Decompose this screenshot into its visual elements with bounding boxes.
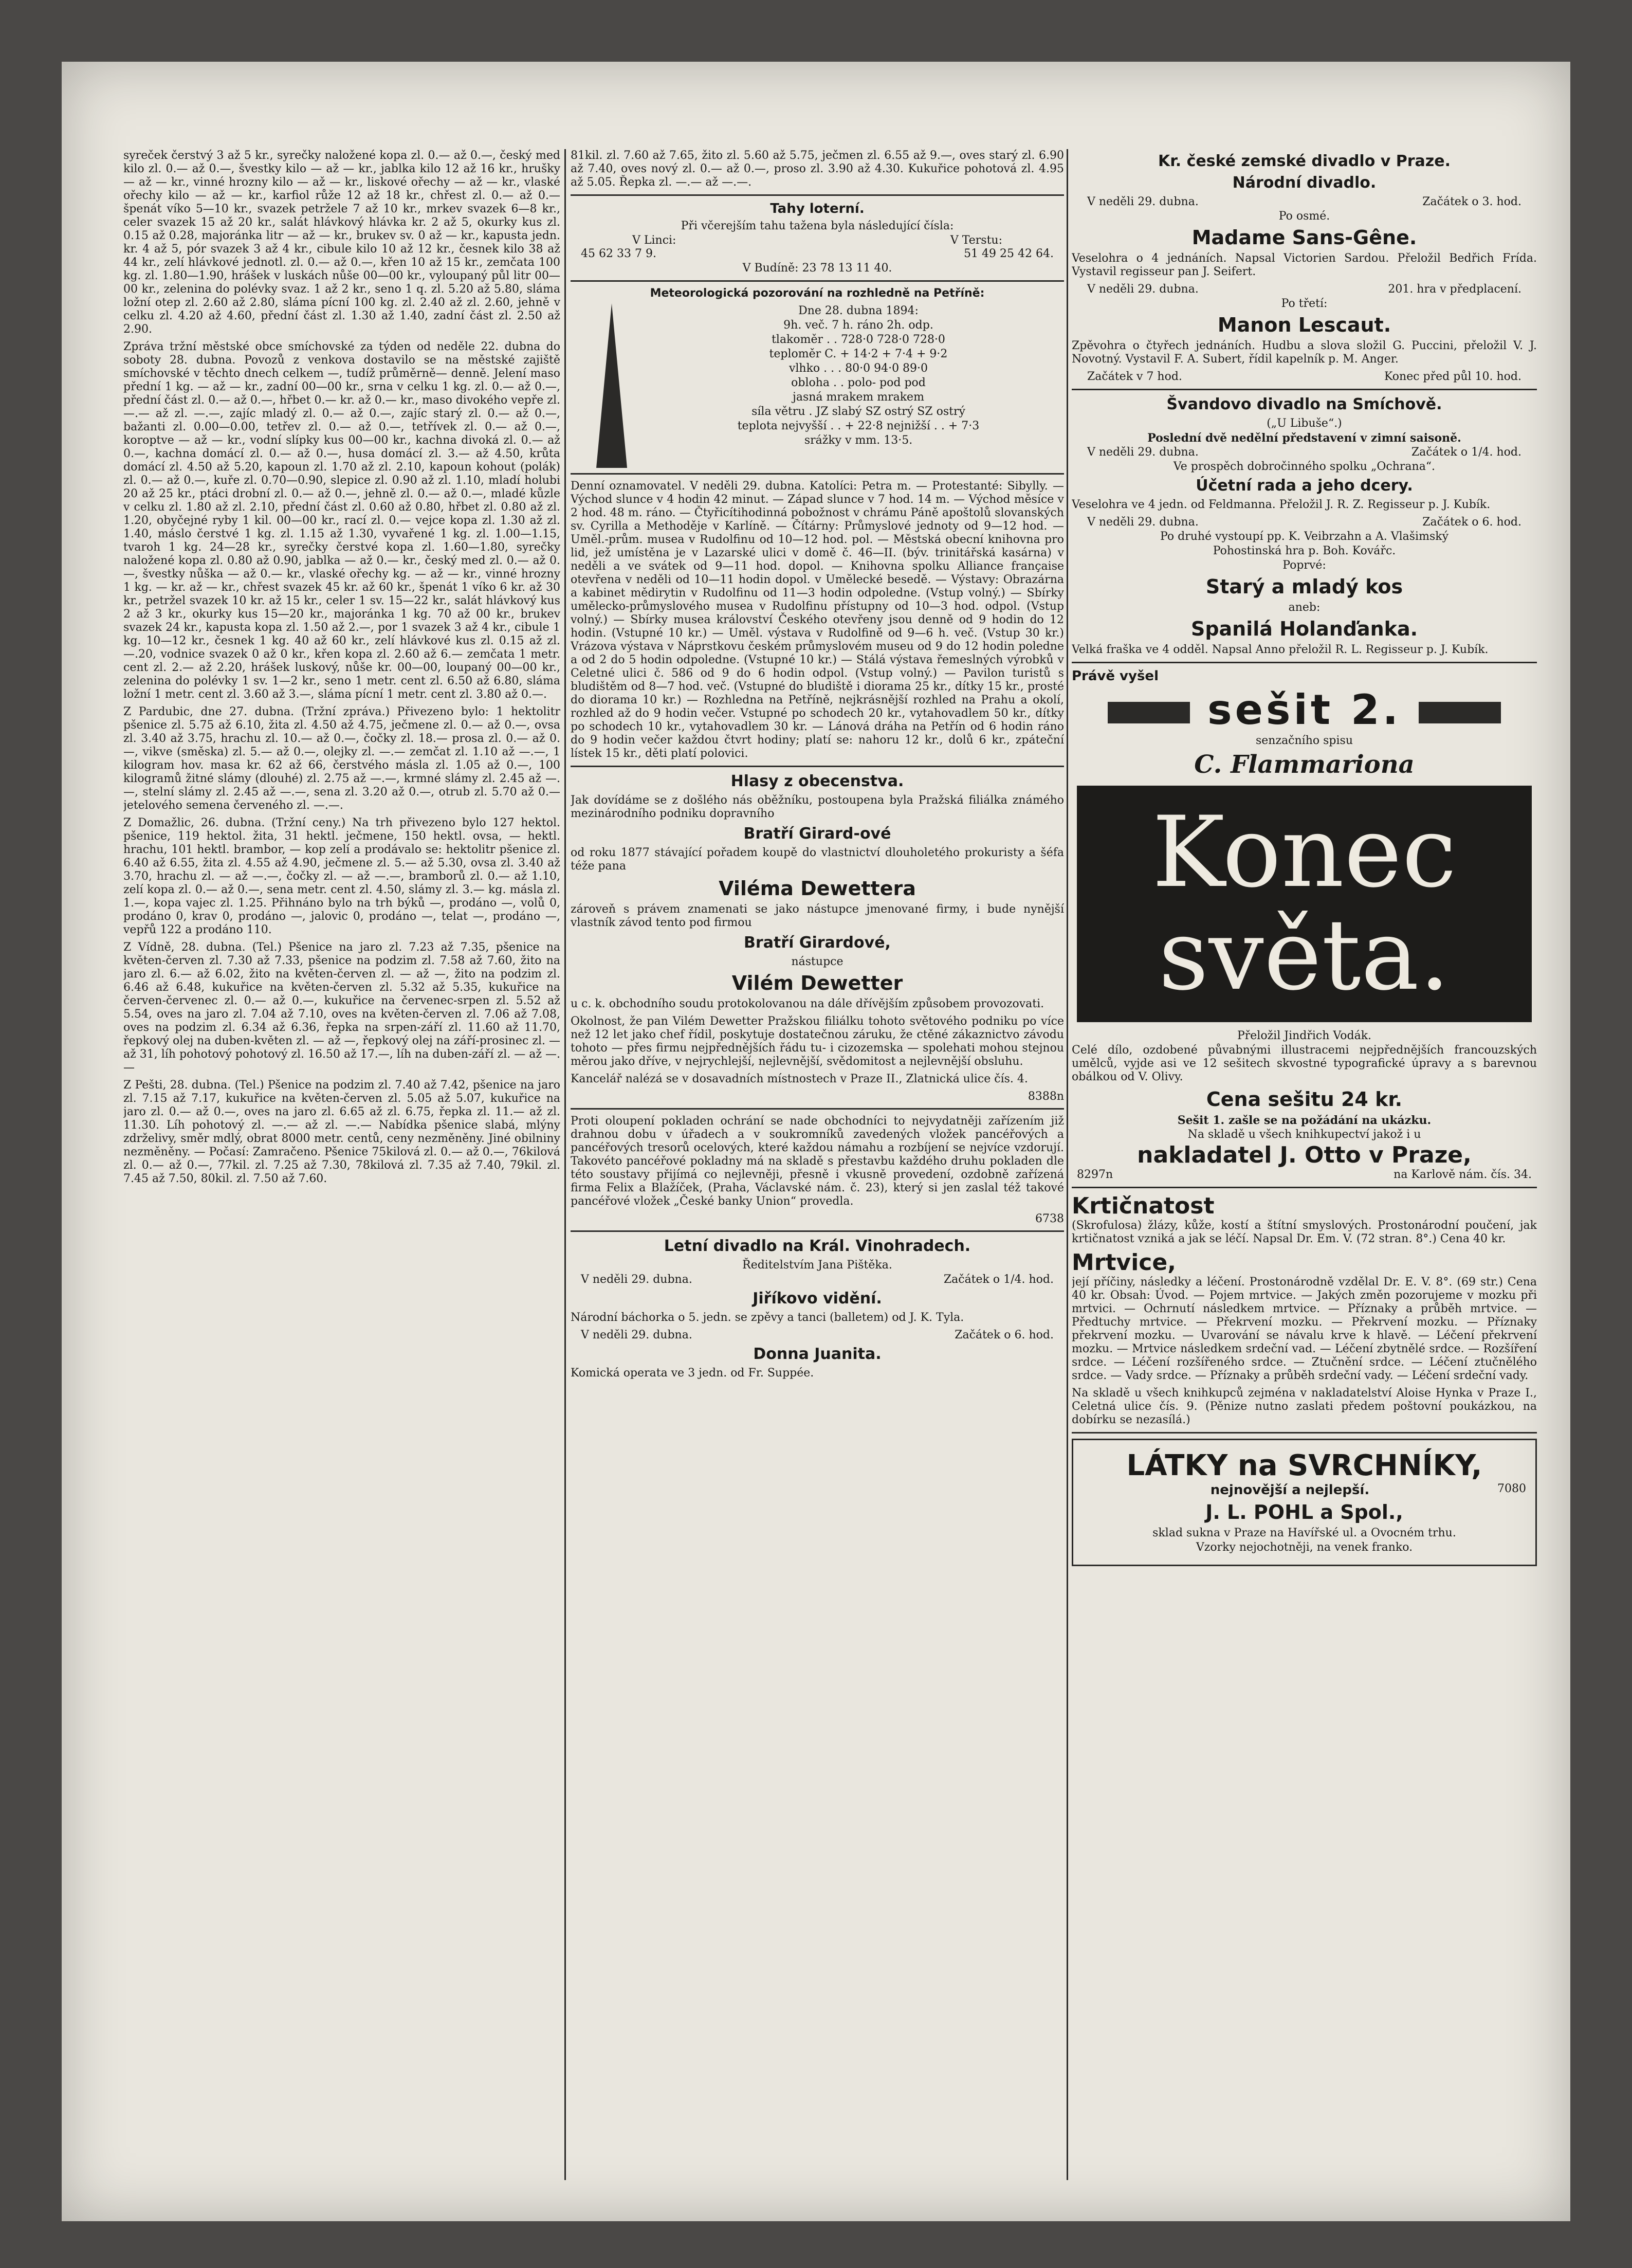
- safe-ad-text: Proti oloupení pokladen ochrání se nade obchodníci to nejvydatněji zařízením již drahnou dobu v úřadech a v soukromníků zavedených vložek pancéřových a pancéřových tresorů ocelových, které každou námahu a rozbíjení se nejvíce vzdorují. Takovéto pancéřové pokladny má na skladě s přestavbu každého druhu pokladen dle této soustavy přijímá co nejlevněji, přesně i vkusně provedení, ozdobně zařízená firma Felix a Blažíček, (Praha, Václavské nám. č. 23), který si jen zaslal též takové pancéřové vložek „České banky Union“ provedla.: [571, 1115, 1064, 1208]
- separator: [571, 1230, 1064, 1232]
- public-voices-title: Hlasy z obecenstva.: [730, 772, 904, 790]
- lottery-title: Tahy loterní.: [770, 201, 865, 216]
- fabric-title: LÁTKY na SVRCHNÍKY,: [1126, 1449, 1482, 1482]
- separator: [571, 280, 1064, 282]
- market-paragraph: syreček čerstvý 3 až 5 kr., syrečky naložené kopa zl. 0.— až 0.—, český med kilo zl. 0.— až 0.—, švestky kilo — až — kr., jablka kilo 12 až 16 kr., hrušky — až — kr., vinné hrozny kilo — až — kr., liskové ořechy — až — kr., vlaské ořechy kilo — až — kr., karfiol růže 12 až 18 kr., chřest zl. 0.— až 0.— špenát víko 5—10 kr., svazek petržele 7 až 10 kr., mrkev svazek 6—8 kr., celer svazek 15 až 20 kr., salát hlávkový hlávka kr. 2 až 5, okurky kus zl. 0.15 až 0.28, majoránka litr — až — kr., brukev sv. 0 až — kr., kapusta jedn. kr. 4 až 5, pór svazek 3 až 4 kr., cibule kilo 10 až 12 kr., česnek kilo 38 až 44 kr., zelí hlávkové jednotl. zl. 0.— až 0.—, křen 10 až 15 kr., zemčata 100 kg. zl. 1.80—1.90, hrášek v luskách nůše 00—00 kr., vyloupaný půl litr 00—00 kr., zelenina do polévky svaz. 1 až 2 kr., seno 1 q. zl. 5.20 až 5.80, sláma ložní otep zl. 2.60 až 2.80, sláma pícní 100 kg. zl. 2.40 až zl. 2.60, jehně v celku zl. 4.20 až 4.60, přední část zl. 1.30 až 1.40, zadní část zl. 2.50 až 2.90.: [123, 149, 560, 336]
- play-title: Jiříkovo vidění.: [753, 1290, 882, 1308]
- market-paragraph: Z Pešti, 28. dubna. (Tel.) Pšenice na podzim zl. 7.40 až 7.42, pšenice na jaro zl. 7.15 až 7.17, kukuřice na květen-červen zl. 5.05 až 5.07, kukuřice na jaro zl. 0.— až 0.—, oves na jaro zl. 6.65 až zl. 6.75, řepka zl. 11.— až zl. 11.30. Líh pohotový zl. —.— až zl. —.— Nabídka pšenice slabá, mlýny zdrželivy, směr mdlý, obrat 8000 metr. centů, ceny nezměněny. Jiné obilniny nezměněny. — Počasí: Zamračeno. Pšenice 75kilová zl. 0.— až 0.—, 76kilová zl. 0.— až 0.—, 77kil. zl. 7.25 až 7.30, 78kilová zl. 7.35 až 7.40, 79kil. zl. 7.45 až 7.50, 80kil. zl. 7.50 až 7.60.: [123, 1079, 560, 1185]
- meteo-header: 9h. več. 7 h. ráno 2h. odp.: [783, 319, 933, 332]
- column-theatre-ads: [1072, 149, 1537, 2180]
- show-time: Začátek o 6. hod.: [1422, 516, 1521, 529]
- guest-note: Po druhé vystoupí pp. K. Veibrzahn a A. Vlašimský: [1160, 530, 1448, 543]
- meteo-row: vlhko . . . 80·0 94·0 89·0: [789, 362, 928, 375]
- meteo-row: teploměr C. + 14·2 + 7·4 + 9·2: [769, 348, 948, 360]
- market-paragraph: Z Pardubic, dne 27. dubna. (Tržní zpráva.) Přivezeno bylo: 1 hektolitr pšenice zl. 5.75 až 6.10, žita zl. 4.50 až 4.75, ječmene zl. 0.— až 0.—, ovsa zl. 3.40 až 3.75, hrachu zl. 10.— až 0.—, čočky zl. 18.— prosa zl. 0.— až 0.—, vikve (směska) zl. 5.— až 0.—, olejky zl. —.— zemčat zl. 1.10 až —.—, 1 kilogram hov. masa kr. 62 až 66, čerstvého másla zl. 1.05 až 0.—, 100 kilogramů žitné slámy (dlouhé) zl. 2.75 až —.—, krmné slámy zl. 2.45 až —.—, stelní slámy zl. 2.45 až —.—, sena zl. 3.20 až 0.—, otrub zl. 5.70 až 0.— jetelového semena červeného zl. —.—.: [123, 705, 560, 812]
- publisher-name: nakladatel J. Otto v Praze,: [1137, 1142, 1472, 1168]
- stroke-title: Mrtvice,: [1072, 1249, 1176, 1276]
- pohl-firm: J. L. POHL a Spol.,: [1205, 1501, 1403, 1523]
- petrin-tower-icon: [571, 303, 653, 468]
- meteo-row: tlakoměr . . 728·0 728·0 728·0: [772, 333, 945, 346]
- column-rule: [1067, 149, 1068, 2180]
- meteo-row: teplota nejvyšší . . + 22·8 nejnižší . . + 7·3: [737, 420, 980, 432]
- show-time: Začátek v 7 hod.: [1087, 370, 1182, 383]
- meteo-title: Meteorologická pozorování na rozhledně na Petříně:: [650, 287, 985, 300]
- theatre-heading: Kr. české zemské divadlo v Praze.: [1158, 152, 1451, 170]
- show-time: Začátek o 6. hod.: [955, 1329, 1054, 1341]
- performance-count: Po osmé.: [1278, 210, 1330, 223]
- separator: [571, 1108, 1064, 1110]
- issue-title: [1072, 687, 1537, 733]
- public-voices-text: od roku 1877 stávající pořadem koupě do vlastnictví dlouholetého prokuristy a šéfa téže pana: [571, 846, 1064, 873]
- issue-label: sešit 2.: [1207, 686, 1402, 734]
- public-voices-text: Jak dovídáme se z došlého nás oběžníku, postoupena byla Pražská filiálka známého mezinárodního podniku dopravního: [571, 794, 1064, 820]
- just-published-label: Právě vyšel: [1072, 668, 1159, 684]
- girard-name: Bratří Girard-ové: [743, 825, 891, 843]
- book-title-line: Konec: [1152, 795, 1457, 909]
- lottery-numbers-buda: V Budíně: 23 78 13 11 40.: [742, 262, 892, 275]
- meteo-row: jasná mrakem mrakem: [793, 391, 924, 404]
- show-time: Začátek o 1/4. hod.: [1411, 446, 1521, 459]
- svanda-subtitle: („U Libuše“.): [1267, 417, 1342, 430]
- price-label: Cena sešitu 24 kr.: [1206, 1088, 1403, 1111]
- hynek-stock-note: Na skladě u všech knihkupců zejména v nakladatelství Aloise Hynka v Praze I., Celetná ulice čís. 9. (Pěnize nutno zaslati předem poštovní poukázkou, na dobírku se nezasílá.): [1072, 1387, 1537, 1426]
- public-voices-text: Kancelář nalézá se v dosavadních místnostech v Praze II., Zlatnická ulice čís. 4.: [571, 1073, 1028, 1085]
- national-theatre-title: Národní divadlo.: [1232, 174, 1377, 192]
- play-description: Veselohra o 4 jednáních. Napsal Victorien Sardou. Přeložil Bedřich Frída. Vystavil regisseur pan J. Seifert.: [1072, 252, 1537, 278]
- public-voices-text: u c. k. obchodního soudu protokolovanou na dále dřívějším způsobem provozovati.: [571, 997, 1044, 1010]
- market-paragraph: Zpráva tržní městské obce smíchovské za týden od neděle 22. dubna do soboty 28. dubna. Povozů z venkova dostavilo se na městské zajiště smíchovské v těchto dnech celkem —, tudíž průměrně— denně. Jelení maso přední 1 kg. — až — kr., zadní 00—00 kr., srna v celku 1 kg. zl. 0.— až 0.—, přední část zl. 0.— až 0.—, hřbet 0.— kr. až 0.— kr., maso divokého vepře zl. —.— až zl. —.—, zajíc mladý zl. 0.— až 0.—, zajíc starý zl. 0.— až 0.—, bažanti zl. 0.00—0.00, tetřev zl. 0.— až 0.—, tetřívek zl. 0.— až 0.—, koroptve — až — kr., vodní slípky kus 00—00 kr., kachna divoká zl. 0.— až 0.—, kachna domácí zl. 0.— až 0.—, husa domácí zl. 3.— až 4.50, krůta domácí zl. 4.50 až 5.20, kapoun zl. 1.70 až zl. 2.10, kapoun kohout (polák) zl. 0.— až 0.—, kuře zl. 0.70—0.90, slepice zl. 0.90 až zl. 1.10, mladí holubi 20 až 25 kr., ptáci drobní zl. 0.— až 0.—, jehně zl. 0.— až 0.—, mladé kůzle v celku zl. 1.80 až zl. 2.10, přední část zl. 0.60 až 0.80, hřbet zl. 0.80 až zl. 1.20, obyčejné ryby 1 kil. 00—00 kr., rací zl. 0.— vejce kopa zl. 1.30 až zl. 1.40, máslo čerstvé 1 kg. zl. 1.15 až 1.30, vyvařené 1 kg. zl. 1.00—1.15, tvaroh 1 kg. 24—28 kr., syrečky čerstvé kopa zl. 1.60—1.80, syrečky naložené kopa zl. 0.80 až 0.90, jablka — až 0.— kr., český med zl. 0.— až 0.—, švestky nůška — až 0.— kr., vlaské ořechy kg. — až — kr., vinné hrozny 1 kg. — kr. až — kr., chřest svazek 45 kr. až 60 kr., špenát 1 víko 6 kr. až 30 kr., petržel svazek 10 kr. až 15 kr., celer 1 sv. 15—22 kr., salát hlávkový kus 2 až 3 kr., okurky kus 15—20 kr., majoránka 1 kg. 70 až 00 kr., brukev svazek 24 kr., kapusta kopa zl. 1.50 až 2.—, por 1 svazek 3 až 4 kr., cibule 1 kg. 10—12 kr., česnek 1 kg. 40 až 60 kr., zelí hlávkové kus zl. 0.15 až zl. —.20, vodnice svazek 0 až 0 kr., křen kopa zl. 2.60 až 6.— zemčata 1 metr. cent zl. 2.— až 2.20, hrášek luskový, nůše kr. 00—00, loupaný 00—00 kr., zelenina do polévky 1 sv. 1—2 kr., seno 1 metr. cent zl. 6.50 až 6.80, sláma ložní 1 metr. cent zl. 3.60 až 3.—, sláma pícní 1 metr. cent zl. 3.80 až 0.—.: [123, 340, 560, 701]
- meteo-block: [571, 303, 1064, 468]
- separator: [571, 766, 1064, 767]
- separator: [1072, 1187, 1537, 1188]
- ad-number: 6738: [1035, 1212, 1064, 1225]
- dewetter-name: Vilém Dewetter: [731, 972, 903, 994]
- column-market-reports: [123, 149, 560, 2180]
- show-date: V neděli 29. dubna.: [581, 1329, 692, 1341]
- play-title: Donna Juanita.: [753, 1345, 882, 1363]
- fabric-ad: [1072, 1439, 1537, 1566]
- guest-note: Pohostinská hra p. Boh. Kovářc.: [1213, 545, 1396, 557]
- ad-number: 8388n: [1028, 1090, 1064, 1103]
- play-title: Madame Sans-Gêne.: [1191, 226, 1417, 249]
- play-description: Veselohra ve 4 jedn. od Feldmanna. Přeložil J. R. Z. Regisseur p. J. Kubík.: [1072, 498, 1491, 511]
- stroke-description: její příčiny, následky a léčení. Prostonárodně vzdělal Dr. E. V. 8°. (69 str.) Cena 40 kr. Obsah: Úvod. — Pojem mrtvice. — Jakých změn pozorujeme v mozku při mrtvici. — Ochrnutí následkem mrtvice. — Příznaky a průběh mrtvice. — Předtuchy mrtvice. — Překrvení mozku. — Překrvení mozku. — Příznaky překrvení mozku. — Uvarování se návalu krve k hlavě. — Léčení překrvení mozku. — Mrtvice následkem srdeční vad. — Léčení zbytnělé srdce. — Rozšíření srdce. — Léčení rozšířeného srdce. — Ztučnění srdce. — Léčení ztučnělého srdce. — Vady srdce. — Příznaky a průběh srdeční vady. — Léčení srdeční vady.: [1072, 1276, 1537, 1382]
- benefit-note: Ve prospěch dobročinného spolku „Ochrana“.: [1173, 460, 1436, 473]
- last-performances: Poslední dvě nedělní představení v zimní saisoně.: [1147, 431, 1461, 445]
- ad-number: 7080: [1497, 1482, 1526, 1495]
- play-description: Národní báchorka o 5. jedn. se zpěvy a tanci (balletem) od J. K. Tyla.: [571, 1311, 964, 1324]
- public-voices-text: Okolnost, že pan Vilém Dewetter Pražskou filiálku tohoto světového podniku po více než 12 let jako chef řídil, poskytuje dostatečnou záruku, že ctěné zákaznictvo závodu tohoto — přes firmu nejpřednějších řádu tu- i cizozemska — spolehati mohou stejnou měrou jako dříve, v nejrychlejší, nejlevnější, svědomitost a nejlevnější obsluhu.: [571, 1015, 1064, 1068]
- separator: [1072, 662, 1537, 663]
- show-date: V neděli 29. dubna.: [1087, 195, 1199, 208]
- meteo-row: síla větru . JZ slabý SZ ostrý SZ ostrý: [751, 405, 965, 418]
- play-description: Zpěvohra o čtyřech jednáních. Hudbu a slova složil G. Puccini, přeložil V. J. Novotný. Vystavil F. A. Subert, řídil kapelník p. M. Anger.: [1072, 339, 1537, 366]
- meteo-date: Dne 28. dubna 1894:: [798, 304, 919, 317]
- show-end: Konec před půl 10. hod.: [1384, 370, 1521, 383]
- samples-note: Vzorky nejochotněji, na venek franko.: [1196, 1541, 1413, 1554]
- successor-label: nástupce: [791, 955, 843, 968]
- ornament-bar: [1108, 702, 1190, 723]
- subscription-note: 201. hra v předplacení.: [1388, 283, 1521, 296]
- scrofula-title: Krtičnatost: [1072, 1193, 1215, 1219]
- market-paragraph: Z Domažlic, 26. dubna. (Tržní ceny.) Na trh přivezeno bylo 127 hektol. pšenice, 119 hektol. žita, 31 hektl. ječmene, 150 hektl. ovsa, — hektl. hrachu, 101 hektl. brambor, — kop zelí a prodávalo se: hektolitr pšenice zl. 6.40 až 6.55, žita zl. 4.55 až 4.90, ječmene zl. 5.— až 5.30, ovsa zl. 3.40 až 3.70, hrachu zl. — až —.—, čočky zl. — až —.—, bramborů zl. 0.— až 1.10, zelí kopa zl. 0.— až 0.—, sena metr. cent zl. 4.50, slámy zl. 3.— kg. másla zl. 1.—, kopa vajec zl. 1.25. Přihnáno bylo na trh býků —, prodáno —, volů 0, prodáno 0, krav 0, prodáno —, jalovic 0, prodáno —, telat —, prodáno —, vepřů 122 a prodáno 110.: [123, 817, 560, 936]
- ad-number: 8297n: [1077, 1168, 1113, 1181]
- newspaper-page: [62, 62, 1570, 2221]
- market-continuation: 81kil. zl. 7.60 až 7.65, žito zl. 5.60 až 5.75, ječmen zl. 6.55 až 9.—, oves starý zl. 6.90 až 7.40, oves nový zl. 0.— až 0.—, proso zl. 3.90 až 4.30. Kukuřice pohotová zl. 4.95 až 5.05. Řepka zl. —.— až —.—.: [571, 149, 1064, 189]
- premiere-label: Poprvé:: [1282, 559, 1326, 572]
- lottery-label-linz: V Linci:: [632, 234, 676, 247]
- dewetter-name: Viléma Dewettera: [719, 877, 916, 900]
- public-voices-text: zároveň s právem znamenati se jako nástupce jmenované firmy, i bude nynější vlastník závod tento pod firmou: [571, 903, 1064, 929]
- show-date: V neděli 29. dubna.: [1087, 446, 1199, 459]
- show-date: V neděli 29. dubna.: [581, 1273, 692, 1286]
- show-time: Začátek o 1/4. hod.: [943, 1273, 1054, 1286]
- lottery-intro: Při včerejším tahu tažena byla následující čísla:: [681, 220, 954, 232]
- lottery-label-trieste: V Terstu:: [950, 234, 1002, 247]
- play-title: Manon Lescaut.: [1217, 314, 1391, 336]
- show-date: V neděli 29. dubna.: [1087, 283, 1199, 296]
- meteo-row: obloha . . polo- pod pod: [791, 376, 926, 389]
- svanda-theatre-title: Švandovo divadlo na Smíchově.: [1166, 395, 1442, 413]
- column-rule: [564, 149, 566, 2180]
- daily-notice: Denní oznamovatel. V neděli 29. dubna. Katolíci: Petra m. — Protestanté: Sibylly. — Východ slunce v 4 hodin 42 minut. — Západ slunce v 7 hod. 14 m. — Východ měsíce v 2 hod. 48 m. ráno. — Čtyřicítihodinná pobožnost v chrámu Páně apoštolů slovanských sv. Cyrilla a Methoděje v Karlíně. — Čítárny: Průmyslové jednoty od 9—12 hod. — Uměl.-prům. musea v Rudolfinu od 10—12 hod. pol. — Městská obecní knihovna pro lid, jež umístěna je v Lazarské ulici v domě č. 46—II. (býv. trinitářská kasárna) v neděli a ve svátek od 9—11 hod. dopol. — Knihovna spolku Alliance française otevřena v neděli od 10—11 hodin dopol. v Umělecké besedě. — Výstavy: Obrazárna a kabinet mědirytin v Rudolfinu od 11—3 hodin odpoledne. (Vstup volný.) — Sbírky umělecko-průmyslového musea v Rudolfinu přístupny od 10—3 hod. odpol. (Vstup volný.) — Sbírky musea království Českého otevřeny jsou denně od 9 hodin do 12 hodin. (Vstupné 10 kr.) — Uměl. výstava v Rudolfině od 9—6 h. več. (Vstup 30 kr.) Vrázova výstava v Náprstkovu českém průmyslovém museu od 9 do 12 hodin poledne a od 2 do 5 hodin odpoledne. (Vstupné 10 kr.) — Stálá výstava řemeslných výrobků v Celetné ulici č. 586 od 9 do 6 hodin odpol. (Vstup volný.) — Pavilon turistů s bludištěm od 8—7 hod. več. (Vstupné do bludiště i diorama 25 kr., dítky 15 kr., prosté do diorama 10 kr.) — Rozhledna na Petříně, nejkrásnější rozhled na Prahu a okolí, rozhled až do 9 hodin večer. Vstupné po schodech 20 kr., vytahovadlem 50 kr., dítky po schodech 10 kr., vytahovadlem 30 kr. — Lánová dráha na Petřín od 6 hodin ráno do 9 hodin večer každou čtvrt hodiny; platí se: nahoru 12 kr., dolů 6 kr., zpáteční lístek 15 kr., děti platí polovici.: [571, 480, 1064, 760]
- lottery-numbers-trieste: 51 49 25 42 64.: [964, 247, 1054, 260]
- girard-firm: Bratří Girardové,: [744, 934, 891, 952]
- performance-count: Po třetí:: [1281, 297, 1328, 310]
- show-date: V neděli 29. dubna.: [1087, 516, 1199, 529]
- stock-note: Na skladě u všech knihkupectví jakož i u: [1187, 1128, 1421, 1141]
- fabric-subtitle: nejnovější a nejlepší.: [1210, 1482, 1370, 1498]
- book-title-line: světa.: [1158, 898, 1451, 1012]
- separator: [1072, 389, 1537, 390]
- meteo-row: srážky v mm. 13·5.: [804, 434, 913, 447]
- summer-theatre-director: Ředitelstvím Jana Pištěka.: [742, 1259, 892, 1272]
- play-description: Velká fraška ve 4 odděl. Napsal Anno přeložil R. L. Regisseur p. J. Kubík.: [1072, 643, 1489, 656]
- column-notices: [571, 149, 1064, 2180]
- translator: Přeložil Jindřich Vodák.: [1237, 1029, 1372, 1042]
- summer-theatre-title: Letní divadlo na Král. Vinohradech.: [664, 1237, 971, 1255]
- ornament-bar: [1419, 702, 1501, 723]
- play-description: Komická operata ve 3 jedn. od Fr. Suppée.: [571, 1367, 814, 1380]
- lottery-numbers-linz: 45 62 33 7 9.: [581, 247, 656, 260]
- sample-note: Sešit 1. zašle se na požádání na ukázku.: [1177, 1114, 1432, 1127]
- separator: [571, 194, 1064, 196]
- book-title-block: [1077, 786, 1532, 1022]
- author-name: C. Flammariona: [1194, 750, 1415, 779]
- show-time: Začátek o 3. hod.: [1422, 195, 1521, 208]
- play-title: Spanilá Holanďanka.: [1190, 618, 1418, 640]
- sensational-label: senzačního spisu: [1256, 734, 1353, 747]
- play-title: Starý a mladý kos: [1205, 575, 1403, 598]
- separator: [1072, 1432, 1537, 1434]
- separator: [571, 473, 1064, 475]
- publisher-address: na Karlově nám. čís. 34.: [1393, 1168, 1532, 1181]
- market-paragraph: Z Vídně, 28. dubna. (Tel.) Pšenice na jaro zl. 7.23 až 7.35, pšenice na květen-červen zl. 7.30 až 7.33, pšenice na podzim zl. 7.58 až 7.60, žito na jaro zl. 6.— až 6.02, žito na květen-červen zl. — až —, žito na podzim zl. 6.46 až 6.48, kukuřice na květen-červen zl. 5.32 až 5.35, kukuřice na červen-červenec zl. 0.— až 0.—, kukuřice na červenec-srpen zl. 5.52 až 5.54, oves na jaro zl. 7.04 až 7.10, oves na květen-červen zl. 7.06 až 7.08, oves na podzim zl. 6.34 až 6.36, řepka na srpen-září zl. 11.60 až 11.70, řepkový olej na duben-květen zl. — až —, řepkový olej na září-prosinec zl. — až 31, líh pohotový pohotový zl. 16.50 až 17.—, líh na duben-září zl. — až —.—: [123, 941, 560, 1074]
- scrofula-description: (Skrofulosa) žlázy, kůže, kostí a štítní smyslových. Prostonárodní poučení, jak krtičnatost vzniká a jak se léčí. Napsal Dr. Em. V. (72 stran. 8°.) Cena 40 kr.: [1072, 1219, 1537, 1245]
- book-description: Celé dílo, ozdobené půvabnými illustracemi nejpřednějších francouzských umělců, vyjde asi ve 12 sešitech skvostné typografické úpravy a s barevnou obálkou od V. Olivy.: [1072, 1044, 1537, 1083]
- alt-title-label: aneb:: [1288, 601, 1321, 614]
- play-title: Účetní rada a jeho dcery.: [1196, 477, 1413, 495]
- pohl-address: sklad sukna v Praze na Havířské ul. a Ovocném trhu.: [1152, 1527, 1456, 1539]
